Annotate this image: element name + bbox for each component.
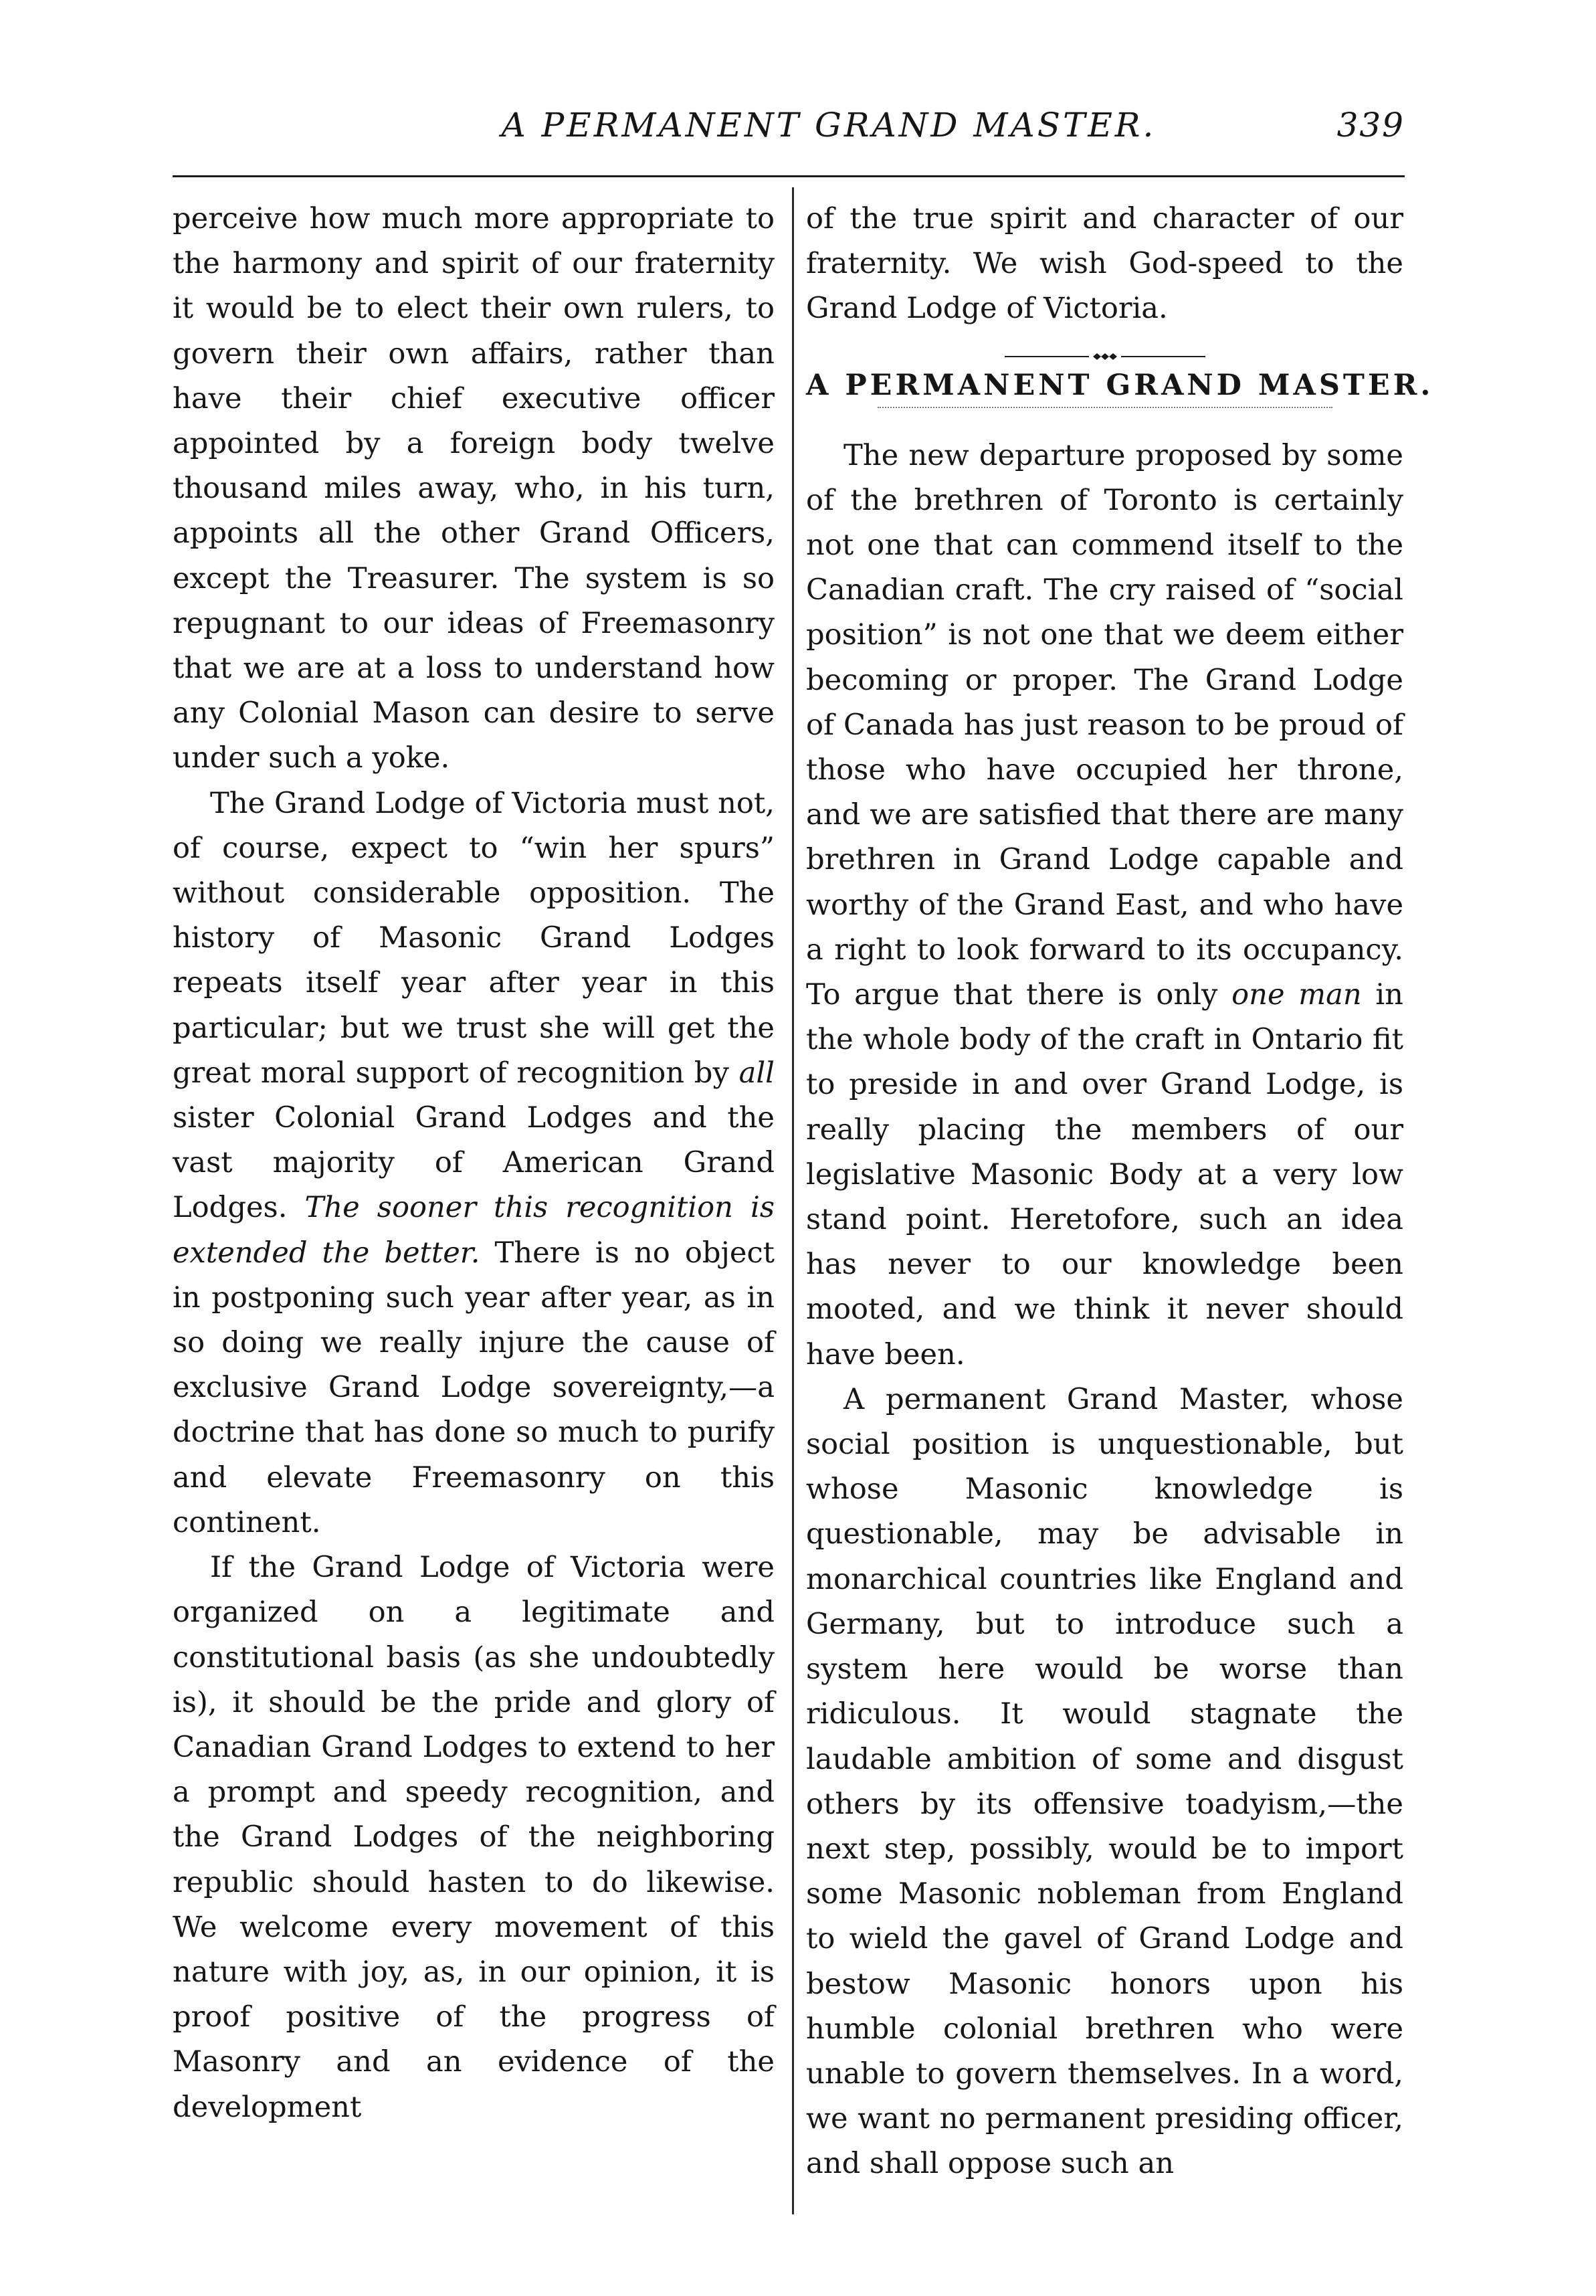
page-number: 339 xyxy=(1336,106,1405,145)
running-head xyxy=(173,106,1405,159)
paragraph-legitimate-basis: If the Grand Lodge of Victoria were organized on a legitimate and constitutional basis (as she undoubtedly is), it should be the pride and glory of Canadian Grand Lodges to extend to her a prompt and speedy recognition, and the Grand Lodges of the neighboring republic should hasten to do likewise. We welcome every movement of this nature with joy, as, in our opinion, it is proof positive of the progress of Masonry and an evidence of the development xyxy=(173,1551,775,2124)
italic-text: all xyxy=(738,1056,775,1090)
text-run: The Grand Lodge of Victoria must not, of course, expect to “win her spurs” without considerable opposition. The history of Masonic Grand Lodges repeats itself year after year in this particular; but we trust she will get the great moral support of recognition by xyxy=(173,786,775,1090)
header-rule xyxy=(173,175,1405,177)
running-title: A PERMANENT GRAND MASTER. xyxy=(501,106,1157,145)
right-column xyxy=(806,197,1434,2187)
heading-underline xyxy=(878,407,1332,417)
paragraph-permanent-master: A permanent Grand Master, whose social position is unquestionable, but whose Masonic knowledge is questionable, may be advisable in monarchical countries like England and Germany, but to introduce such a system here would be worse than ridiculous. It would stagnate the laudable ambition of some and disgust others by its offensive toadyism,—the next step, possibly, would be to import some Masonic nobleman from England to wield the gavel of Grand Lodge and bestow Masonic honors upon his humble colonial brethren who were unable to govern themselves. In a word, we want no permanent presiding officer, and shall oppose such an xyxy=(806,1382,1403,2181)
paragraph-continued: perceive how much more appropriate to the harmony and spirit of our fraternity it would be to elect their own rulers, to govern their own affairs, rather than have their chief executive officer appointed by a foreign body twelve thousand miles away, who, in his turn, appoints all the other Grand Officers, except the Treasurer. The system is so repugnant to our ideas of Freemasonry that we are at a loss to understand how any Colonial Mason can desire to serve under such a yoke. xyxy=(173,202,775,775)
section-heading-block xyxy=(806,352,1434,417)
column-divider xyxy=(792,187,794,2214)
italic-text: one man xyxy=(1231,978,1362,1012)
italic-text: The sooner this recognition is extended the better. xyxy=(173,1191,775,1270)
text-run: sister Colonial Grand Lodges and the vast majority of American Grand Lodges. xyxy=(173,1101,775,1225)
ornament-rule-icon xyxy=(1005,352,1205,361)
text-run: There is no object in postponing such year after year, as in so doing we really injure the cause of exclusive Grand Lodge sovereignty,—a doctrine that has done so much to purify and elevate Freemasonry on this continent. xyxy=(173,1236,775,1539)
paragraph-victoria-recognition xyxy=(173,781,775,1545)
section-heading: A PERMANENT GRAND MASTER. xyxy=(806,368,1434,402)
left-column xyxy=(173,197,775,2130)
text-run: The new departure proposed by some of the brethren of Toronto is certainly not one that can commend itself to the Canadian craft. The cry raised of “social position” is not one that we deem either becoming or proper. The Grand Lodge of Canada has just reason to be proud of those who have occupied her throne, and we are satisfied that there are many brethren in Grand Lodge capable and worthy of the Grand East, and who have a right to look forward to its occupancy. To argue that there is only xyxy=(806,438,1403,1012)
paragraph-new-departure xyxy=(806,434,1403,1377)
text-run: in the whole body of the craft in Ontario fit to preside in and over Grand Lodge, is really placing the members of our legislative Masonic Body at a very low stand point. Heretofore, such an idea has never to our knowledge been mooted, and we think it never should have been. xyxy=(806,978,1403,1371)
paragraph-continued: of the true spirit and character of our fraternity. We wish God-speed to the Grand Lodge of Victoria. xyxy=(806,202,1403,326)
